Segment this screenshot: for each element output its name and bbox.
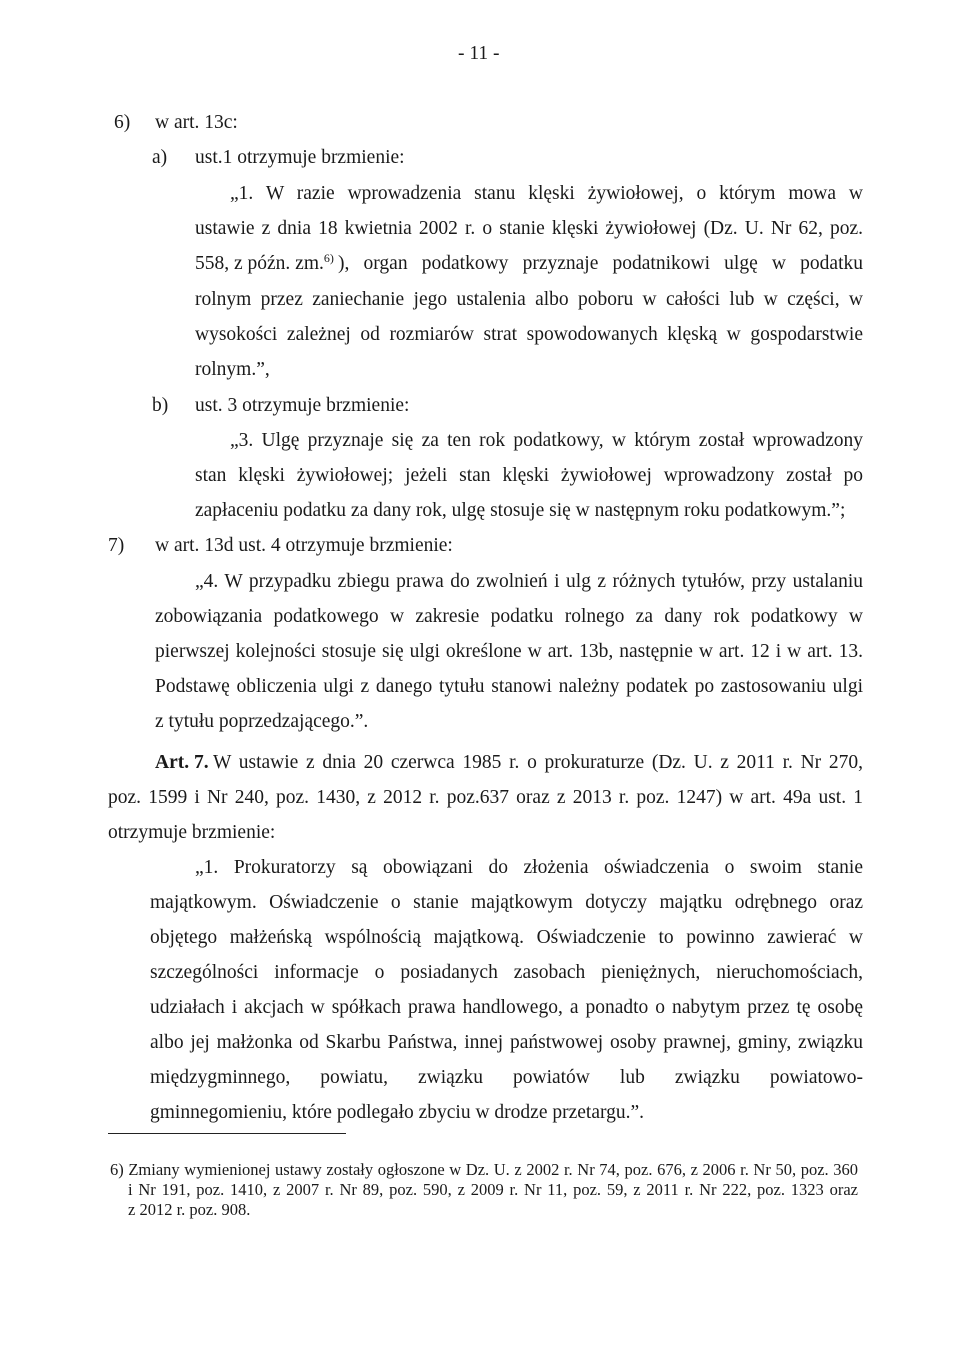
item-6a-heading: ust.1 otrzymuje brzmienie: — [195, 147, 405, 168]
art-7-label — [155, 751, 209, 775]
footnote-line-3: z 2012 r. poz. 908. — [128, 1200, 251, 1219]
art-7-line-3: otrzymuje brzmienie: — [108, 822, 276, 843]
item-6a-line-5: wysokości zależnej od rozmiarów strat spowodowanych klęską w gospodarstwie — [195, 324, 863, 345]
item-7-number: 7) — [108, 535, 125, 556]
item-6a-line-3-start — [195, 252, 334, 276]
item-7-heading: w art. 13d ust. 4 otrzymuje brzmienie: — [155, 535, 453, 556]
art-7-quote-line-6: albo jej małżonka od Skarbu Państwa, innej państwowej osoby prawnej, gminy, związku — [150, 1032, 863, 1053]
footnote-line-1: 6) Zmiany wymienionej ustawy zostały ogłoszone w Dz. U. z 2002 r. Nr 74, poz. 676, z 2006 r. Nr 50, poz. 360 — [110, 1160, 858, 1179]
item-6-heading: w art. 13c: — [155, 112, 238, 133]
item-6a-line-4: rolnym przez zaniechanie jego ustalenia albo poboru w całości lub w części, w — [195, 289, 863, 310]
art-7-quote-line-8: gminnegomieniu, które podlegało zbyciu w drodze przetargu.”. — [150, 1102, 645, 1123]
item-6a-line-1: „1. W razie wprowadzenia stanu klęski żywiołowej, o którym mowa w — [230, 183, 863, 204]
item-6-number: 6) — [114, 112, 131, 133]
art-7-line-2: poz. 1599 i Nr 240, poz. 1430, z 2012 r. poz.637 oraz z 2013 r. poz. 1247) w art. 49a ust. 1 — [108, 787, 863, 808]
item-6b-line-1: „3. Ulgę przyznaje się za ten rok podatkowy, w którym został wprowadzony — [230, 430, 863, 451]
item-6a-line-6: rolnym.”, — [195, 359, 270, 380]
item-7-line-1: „4. W przypadku zbiegu prawa do zwolnień i ulg z różnych tytułów, przy ustalaniu — [195, 571, 863, 592]
art-7-quote-line-1: „1. Prokuratorzy są obowiązani do złożenia oświadczenia o swoim stanie — [195, 857, 863, 878]
item-6b-line-3: zapłaceniu podatku za dany rok, ulgę stosuje się w następnym roku podatkowym.”; — [195, 500, 846, 521]
item-6b-line-2: stan klęski żywiołowej; jeżeli stan klęski żywiołowej wprowadzony został po — [195, 465, 863, 486]
item-6b-heading: ust. 3 otrzymuje brzmienie: — [195, 395, 410, 416]
item-6b-letter: b) — [152, 395, 169, 416]
item-6a-letter: a) — [152, 147, 168, 168]
item-6a-line-2: ustawie z dnia 18 kwietnia 2002 r. o stanie klęski żywiołowej (Dz. U. Nr 62, poz. — [195, 218, 863, 239]
item-7-line-2: zobowiązania podatkowego w zakresie podatku rolnego za dany rok podatkowy w — [155, 606, 863, 627]
art-7-quote-line-4: szczególności informacje o posiadanych zasobach pieniężnych, nieruchomościach, — [150, 962, 863, 983]
item-6a-line-3-text: 558, z późn. zm. — [195, 253, 324, 274]
item-7-line-3: pierwszej kolejności stosuje się ulgi określone w art. 13b, następnie w art. 12 i w art. 13. — [155, 641, 863, 662]
page-number: - 11 - — [458, 43, 500, 64]
footnote-line-2: i Nr 191, poz. 1410, z 2007 r. Nr 89, poz. 590, z 2009 r. Nr 11, poz. 59, z 2011 r. Nr 222, poz. 1323 oraz — [128, 1180, 858, 1199]
item-7-line-5: z tytułu poprzedzającego.”. — [155, 711, 369, 732]
art-7-quote-line-3: objętego małżeńską wspólnością majątkową. Oświadczenie to powinno zawierać w — [150, 927, 863, 948]
art-7-quote-line-2: majątkowym. Oświadczenie o stanie majątkowym dotyczy majątku odrębnego oraz — [150, 892, 863, 913]
footnote-separator — [108, 1133, 346, 1134]
item-7-line-4: Podstawę obliczenia ulgi z danego tytułu stanowi należny podatek po zastosowaniu ulgi — [155, 676, 863, 697]
item-6a-line-3-rest: ), organ podatkowy przyznaje podatnikowi ulgę w podatku — [338, 253, 863, 274]
art-7-line-1: W ustawie z dnia 20 czerwca 1985 r. o prokuraturze (Dz. U. z 2011 r. Nr 270, — [213, 752, 863, 773]
art-7-quote-line-5: udziałach i akcjach w spółkach prawa handlowego, a ponadto o nabytym przez tę osobę — [150, 997, 863, 1018]
art-7-quote-line-7: międzygminnego, powiatu, związku powiatów lub związku powiatowo- — [150, 1067, 863, 1088]
footnote-ref-6[interactable]: 6) — [323, 251, 334, 265]
art-7-number: Art. 7. — [155, 752, 209, 773]
